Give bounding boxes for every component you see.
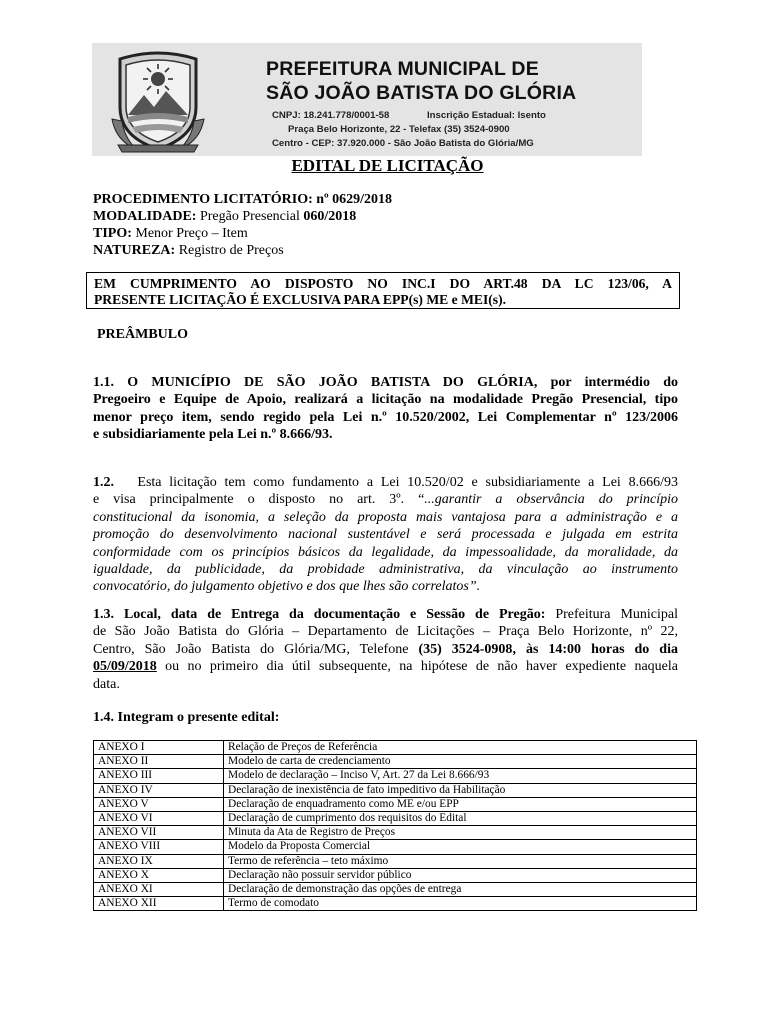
annex-description: Modelo de carta de credenciamento [224,755,697,769]
section-1-2-quote-line: promoção do desenvolvimento nacional sustentável e será processada e julgada em estrita [93,527,678,543]
preambulo-heading: PREÂMBULO [97,327,188,342]
annex-id: ANEXO VII [94,826,224,840]
section-1-2-quote-line: constitucional da isonomia, a seleção da proposta mais vantajosa para a administração e a [93,509,678,525]
section-1-2-line [93,474,678,491]
section-1-1-line: menor preço item, sendo regido pela Lei n.º 10.520/2002, Lei Complementar nº 123/2006 [93,409,678,425]
tipo-line [93,226,248,242]
section-1-2-quote-line: igualdade, da publicidade, da probidade administrativa, da vinculação ao instrumento [93,562,678,578]
section-1-1-line: Pregoeiro e Equipe de Apoio, realizará a licitação na modalidade Pregão Presencial, tipo [93,392,678,408]
section-1-3-heading: 1.3. Local, data de Entrega da documentação e Sessão de Pregão: [93,607,546,622]
section-1-3-text: Prefeitura Municipal [555,607,679,622]
annex-row [94,783,697,797]
annex-row [94,769,697,783]
annex-id: ANEXO I [94,741,224,755]
section-1-3-line: de São João Batista do Glória – Departamento de Licitações – Praça Belo Horizonte, nº 22, [93,624,678,640]
annex-id: ANEXO IX [94,854,224,868]
section-1-2-text: Esta licitação tem como fundamento a Lei 10.520/02 e subsidiariamente a Lei 8.666/93 [137,475,679,490]
annex-row [94,840,697,854]
annex-row [94,826,697,840]
document-title-row [0,156,770,176]
natureza-value: Registro de Preços [178,243,284,258]
annex-description: Minuta da Ata de Registro de Preços [224,826,697,840]
annex-row [94,797,697,811]
coat-of-arms-icon [110,49,206,153]
section-1-2-text: e visa principalmente o disposto no art. 3º. “ [93,492,425,508]
letterhead [92,43,642,156]
annex-row [94,868,697,882]
annex-description: Declaração não possuir servidor público [224,868,697,882]
annex-id: ANEXO VIII [94,840,224,854]
section-1-2-quote-line: conformidade com os princípios básicos da legalidade, da impessoalidade, da moralidade, da [93,544,678,560]
section-1-2-quote: ...garantir a observância do princípio [424,492,678,508]
annex-id: ANEXO XII [94,897,224,911]
annex-description: Declaração de cumprimento dos requisitos do Edital [224,812,697,826]
annex-row [94,812,697,826]
section-1-2 [93,474,678,596]
annex-description: Relação de Preços de Referência [224,741,697,755]
section-1-3-line [93,658,678,675]
modalidade-value: Pregão Presencial [199,209,300,224]
notice-line1: EM CUMPRIMENTO AO DISPOSTO NO INC.I DO ART.48 DA LC 123/06, A [94,276,672,291]
annex-description: Declaração de inexistência de fato impeditivo da Habilitação [224,783,697,797]
letterhead-cnpj: CNPJ: 18.241.778/0001-58 [272,110,390,121]
section-1-1 [93,374,678,444]
procedimento-label: PROCEDIMENTO LICITATÓRIO: nº 0629/2018 [93,192,393,207]
modalidade-label: MODALIDADE: [93,209,197,224]
annex-id: ANEXO XI [94,883,224,897]
section-1-2-number: 1.2. [93,475,114,490]
annex-id: ANEXO IV [94,783,224,797]
letterhead-title-line1: PREFEITURA MUNICIPAL DE [266,58,539,80]
section-1-3-date: 05/09/2018 [93,659,157,675]
annex-description: Declaração de enquadramento como ME e/ou EPP [224,797,697,811]
annex-id: ANEXO II [94,755,224,769]
section-1-3 [93,606,678,693]
annex-description: Termo de referência – teto máximo [224,854,697,868]
annex-row [94,741,697,755]
annex-row [94,755,697,769]
section-1-3-line: data. [93,676,120,692]
section-1-3-phone: (35) 3524-0908 [418,641,513,657]
letterhead-cep: Centro - CEP: 37.920.000 - São João Batista do Glória/MG [272,138,534,149]
annex-id: ANEXO III [94,769,224,783]
modalidade-number: 060/2018 [303,209,357,224]
annex-table [93,740,697,911]
annex-description: Modelo da Proposta Comercial [224,840,697,854]
exclusivity-notice-box [86,272,680,309]
natureza-line [93,243,284,259]
tipo-value: Menor Preço – Item [135,226,248,241]
modalidade-line [93,209,356,225]
section-1-3-time: , às 14:00 horas do dia [512,641,678,657]
annex-description: Modelo de declaração – Inciso V, Art. 27 da Lei 8.666/93 [224,769,697,783]
section-1-1-line: 1.1. O MUNICÍPIO DE SÃO JOÃO BATISTA DO GLÓRIA, por intermédio do [93,375,678,390]
letterhead-title-line2: SÃO JOÃO BATISTA DO GLÓRIA [266,82,577,104]
document-title: EDITAL DE LICITAÇÃO [291,156,484,175]
annex-id: ANEXO V [94,797,224,811]
annex-id: ANEXO VI [94,812,224,826]
section-1-4-heading: 1.4. Integram o presente edital: [93,710,280,725]
section-1-3-line [93,641,678,658]
letterhead-address: Praça Belo Horizonte, 22 - Telefax (35) 3524-0900 [288,124,510,135]
section-1-2-quote-line: convocatório, do julgamento objetivo e dos que lhes são correlatos”. [93,579,481,595]
annex-row [94,883,697,897]
procedimento-line [93,192,392,208]
annex-row [94,897,697,911]
section-1-2-line [93,491,678,508]
natureza-label: NATUREZA: [93,243,176,258]
notice-line2: PRESENTE LICITAÇÃO É EXCLUSIVA PARA EPP(s) ME e MEI(s). [94,292,507,307]
letterhead-state-registration: Inscrição Estadual: Isento [427,110,546,121]
section-1-3-line [93,606,678,623]
annex-description: Declaração de demonstração das opções de entrega [224,883,697,897]
annex-description: Termo de comodato [224,897,697,911]
tipo-label: TIPO: [93,226,132,241]
section-1-3-text: Centro, São João Batista do Glória/MG, Telefone [93,641,409,657]
section-1-3-text: ou no primeiro dia útil subsequente, na hipótese de não haver expediente naquela [156,659,678,675]
section-1-1-line: e subsidiariamente pela Lei n.º 8.666/93. [93,427,333,443]
annex-row [94,854,697,868]
annex-table-body [94,741,697,911]
annex-id: ANEXO X [94,868,224,882]
